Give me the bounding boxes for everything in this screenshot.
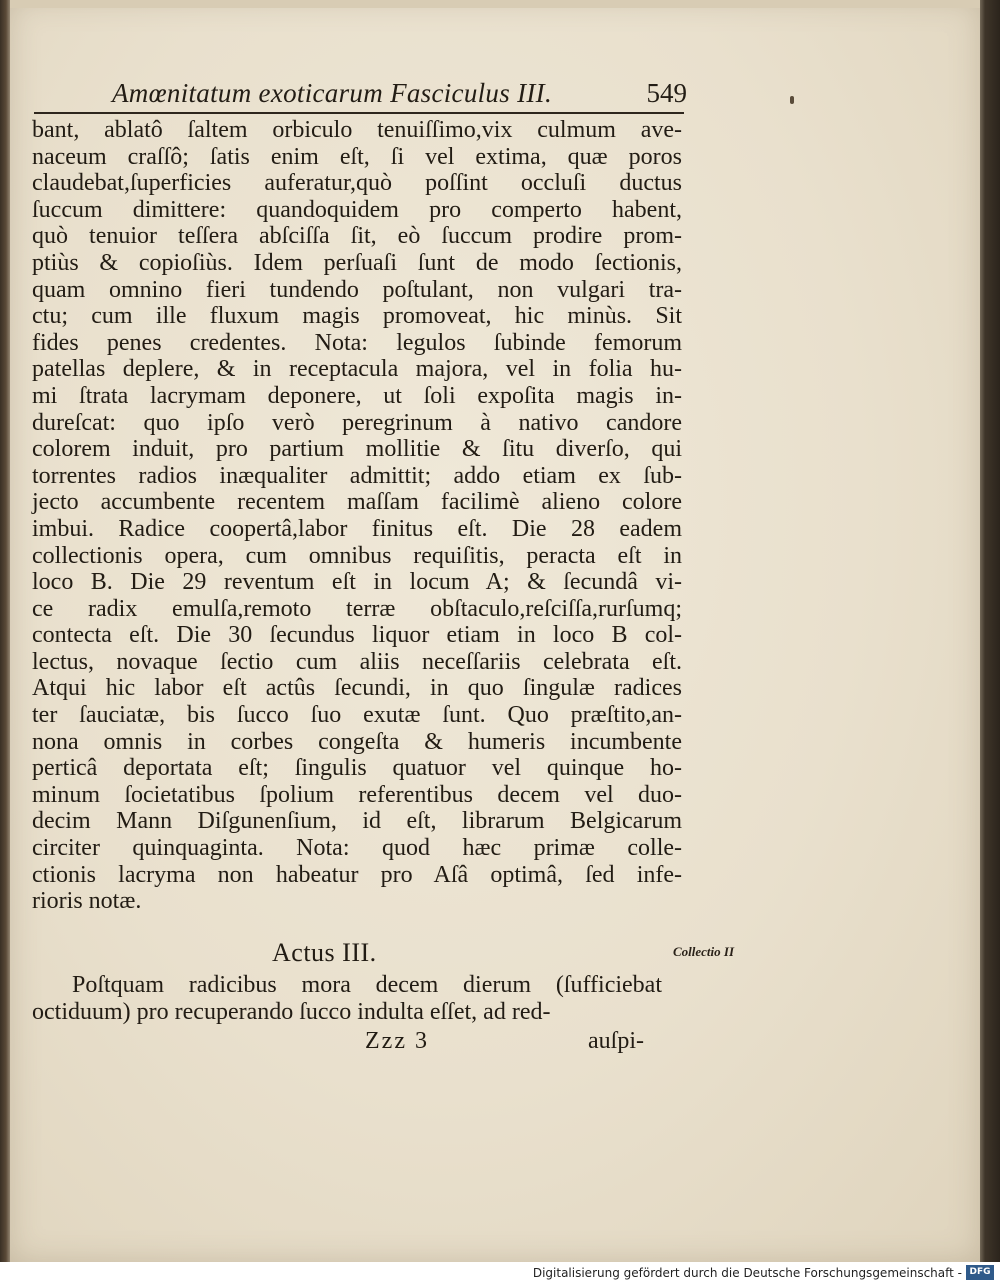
page-top-edge (10, 0, 980, 8)
signature-mark: Zzz 3 (365, 1028, 429, 1054)
text-line: octiduum) pro recuperando ſucco indulta eſſet, ad red- (32, 998, 551, 1025)
header-rule (34, 112, 684, 114)
text-line: contecta eſt. Die 30 ſecundus liquor etiam in loco B col- (32, 622, 682, 649)
text-line: bant, ablatô ſaltem orbiculo tenuiſſimo,vix culmum ave- (32, 117, 682, 143)
text-line: ctionis lacryma non habeatur pro Aſâ optimâ, ſed infe- (32, 861, 682, 888)
text-line: nona omnis in corbes congeſta & humeris incumbente (32, 728, 682, 755)
text-line: decim Mann Diſgunenſium, id eſt, librarum Belgicarum (32, 808, 682, 835)
text-line: dureſcat: quo ipſo verò peregrinum à nativo candore (32, 409, 682, 436)
text-line: lectus, novaque ſectio cum aliis neceſſariis celebrata eſt. (32, 648, 682, 675)
catchword: auſpi- (588, 1028, 644, 1054)
running-title: Amœnitatum exoticarum Fasciculus III. (112, 78, 553, 108)
text-line: Poſtquam radicibus mora decem dierum (ſufficiebat (72, 972, 662, 998)
text-line: naceum craſſô; ſatis enim eſt, ſi vel extima, quæ poros (32, 143, 682, 170)
text-line: loco B. Die 29 reventum eſt in locum A; & ſecundâ vi- (32, 569, 682, 596)
text-line: minum ſocietatibus ſpolium referentibus decem vel duo- (32, 781, 682, 808)
text-line: mi ſtrata lacrymam deponere, ut ſoli expoſita magis in- (32, 382, 682, 409)
dfg-logo: DFG (966, 1265, 994, 1280)
main-paragraph (32, 117, 682, 915)
text-line: ſuccum dimittere: quandoquidem pro comperto habent, (32, 196, 682, 223)
second-paragraph (32, 972, 662, 1025)
text-line: claudebat,ſuperficies auferatur,quò poſſint occluſi ductus (32, 170, 682, 197)
text-line: ptiùs & copioſiùs. Idem perſuaſi ſunt de modo ſectionis, (32, 249, 682, 276)
text-line: circiter quinquaginta. Nota: quod hæc primæ colle- (32, 835, 682, 862)
text-line: ctu; cum ille fluxum magis promoveat, hic minùs. Sit (32, 303, 682, 330)
text-line: torrentes radios inæqualiter admittit; addo etiam ex ſub- (32, 462, 682, 489)
text-line: quam omnino fieri tundendo poſtulant, non vulgari tra- (32, 276, 682, 303)
text-line: jecto accumbente recentem maſſam facilimè alieno colore (32, 489, 682, 516)
digitization-footer (0, 1262, 1000, 1285)
ink-speck (790, 96, 794, 104)
section-heading: Actus III. (272, 938, 377, 967)
text-line: rioris notæ. (32, 888, 142, 915)
text-line: fides penes credentes. Nota: legulos ſubinde femorum (32, 329, 682, 356)
text-line: ce radix emulſa,remoto terræ obſtaculo,reſciſſa,rurſumq; (32, 595, 682, 622)
text-line: patellas deplere, & in receptacula majora, vel in folia hu- (32, 356, 682, 383)
text-line: quò tenuior teſſera abſciſſa ſit, eò ſuccum prodire prom- (32, 223, 682, 250)
text-line: colorem induit, pro partium mollitie & ſitu diverſo, qui (32, 436, 682, 463)
text-line: ter ſauciatæ, bis ſucco ſuo exutæ ſunt. Quo præſtito,an- (32, 702, 682, 729)
text-line: collectionis opera, cum omnibus requiſitis, peracta eſt in (32, 542, 682, 569)
footer-credit: Digitalisierung gefördert durch die Deutsche Forschungsgemeinschaft - (532, 1266, 962, 1280)
text-line: Atqui hic labor eſt actûs ſecundi, in quo ſingulæ radices (32, 675, 682, 702)
text-line: perticâ deportata eſt; ſingulis quatuor vel quinque ho- (32, 755, 682, 782)
margin-note: Collectio II (673, 944, 735, 959)
text-line: imbui. Radice coopertâ,labor finitus eſt. Die 28 eadem (32, 515, 682, 542)
page-number: 549 (646, 78, 687, 108)
